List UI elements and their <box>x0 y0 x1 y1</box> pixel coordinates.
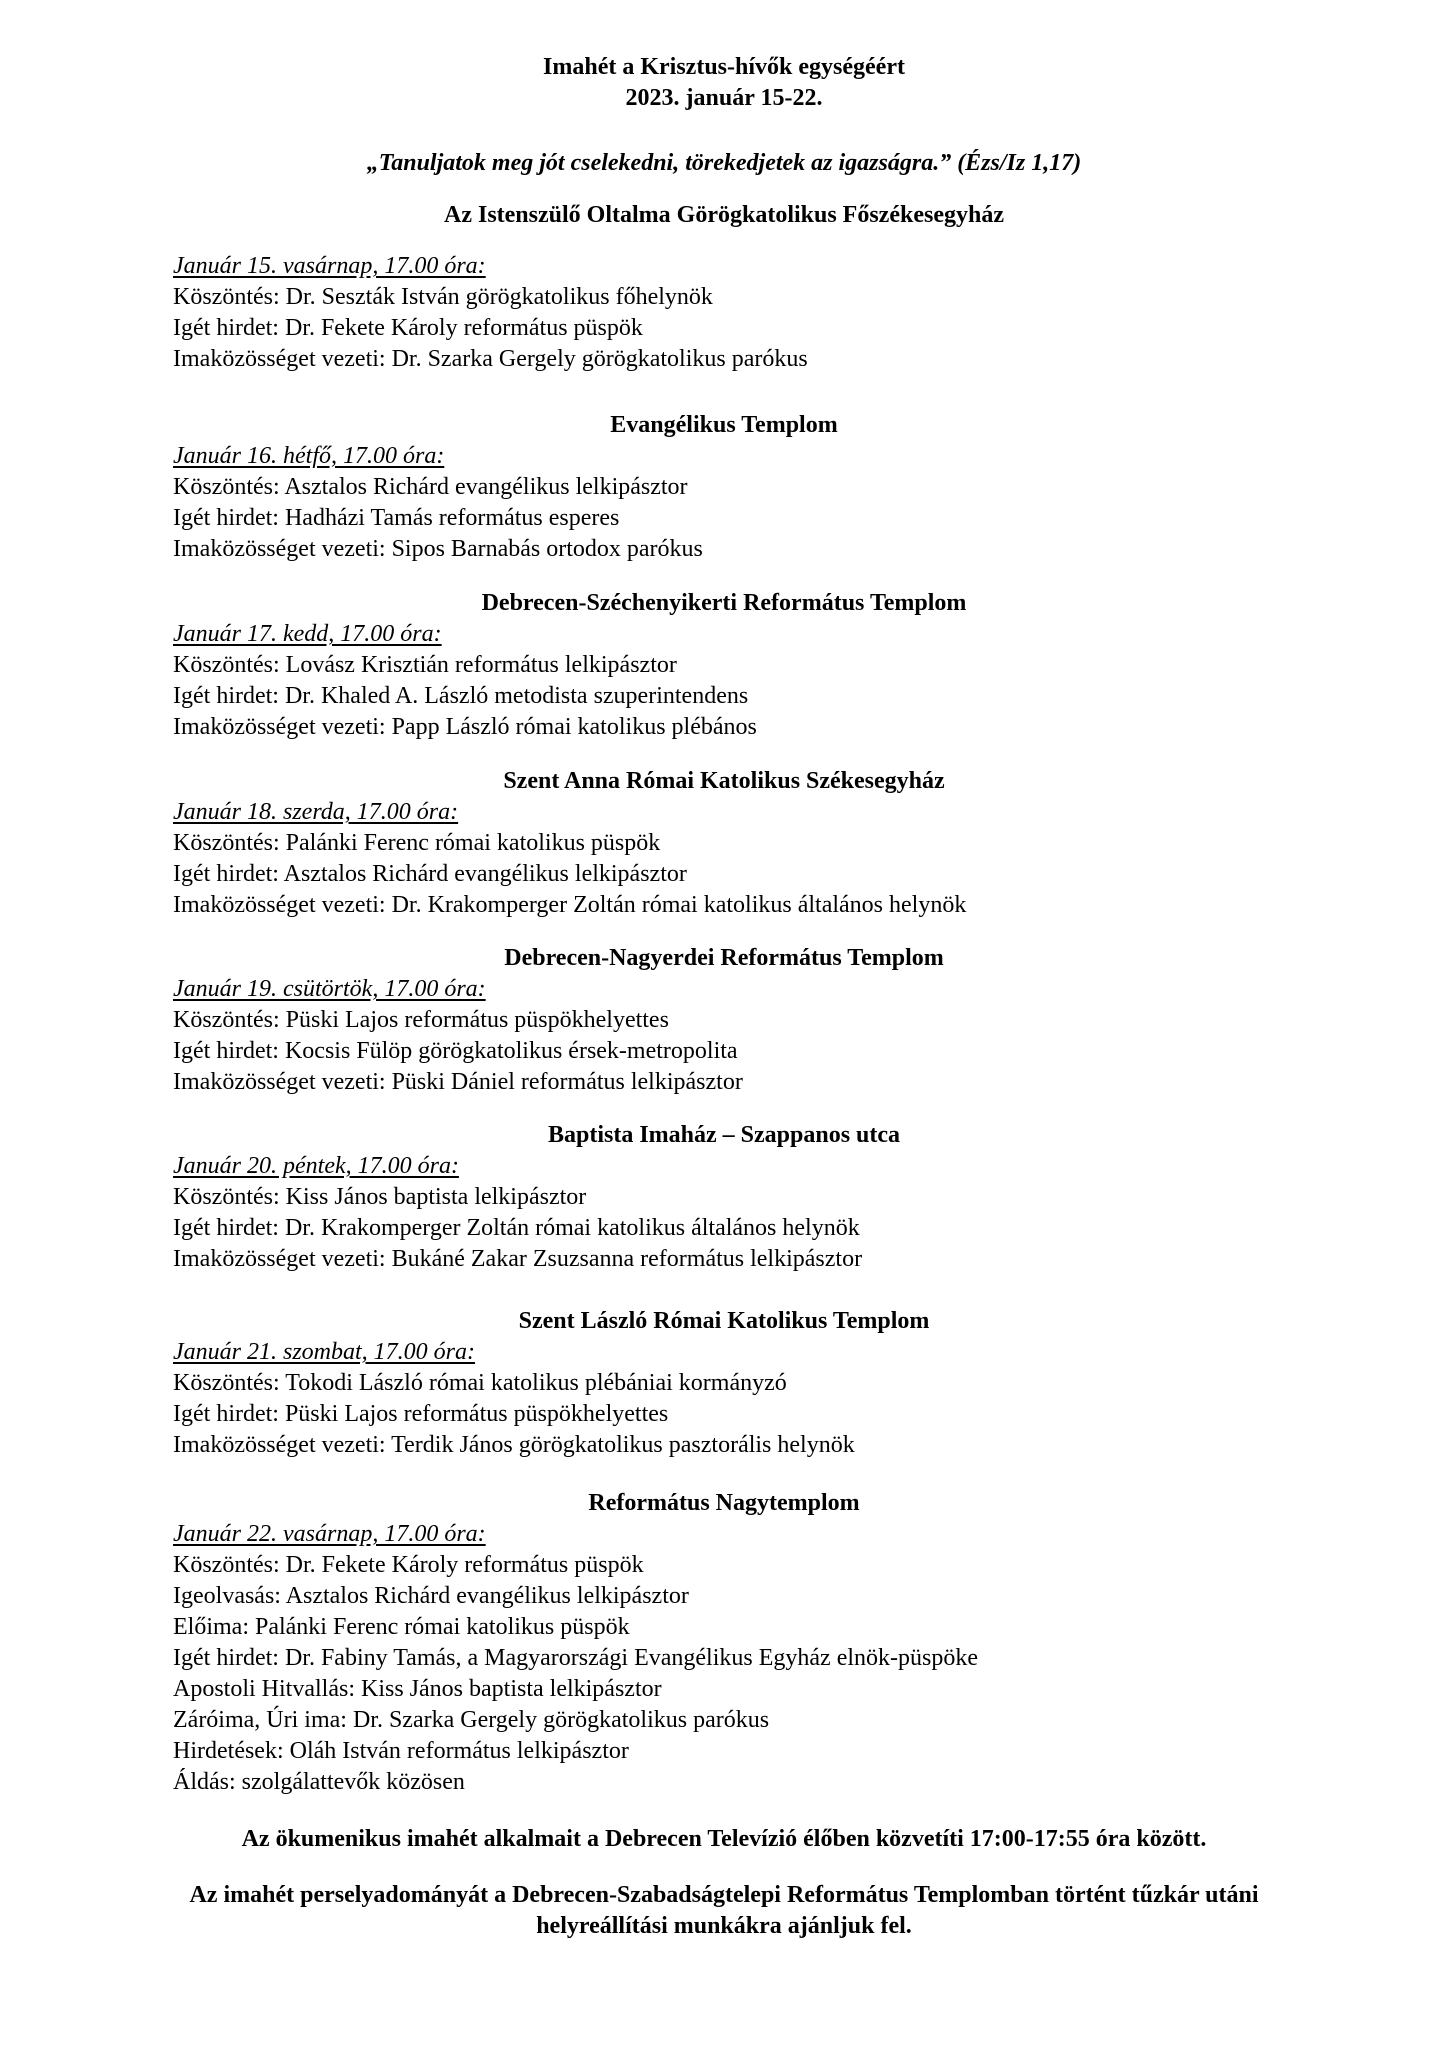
schedule-section <box>173 410 1273 565</box>
church-name: Szent László Római Katolikus Templom <box>518 1308 930 1334</box>
church-name: Az Istenszülő Oltalma Görögkatolikus Főszékesegyház <box>444 202 1004 228</box>
program-line: Igét hirdet: Kocsis Fülöp görögkatolikus érsek-metropolita <box>173 1038 738 1064</box>
document-title <box>0 52 1448 114</box>
schedule-section <box>173 200 1273 375</box>
program-line: Imaközösséget vezeti: Dr. Szarka Gergely görögkatolikus parókus <box>173 346 808 372</box>
event-date: Január 19. csütörtök, 17.00 óra: <box>173 976 486 1002</box>
church-name: Debrecen-Széchenyikerti Református Templom <box>481 590 967 616</box>
program-line: Igét hirdet: Dr. Khaled A. László metodista szuperintendens <box>173 683 749 709</box>
bible-quote: „Tanuljatok meg jót cselekedni, törekedjetek az igazságra.” (Ézs/Iz 1,17) <box>366 150 1082 176</box>
program-line: Köszöntés: Püski Lajos református püspökhelyettes <box>173 1007 669 1033</box>
event-date: Január 15. vasárnap, 17.00 óra: <box>173 253 486 279</box>
program-line: Imaközösséget vezeti: Papp László római katolikus plébános <box>173 714 757 740</box>
program-line: Imaközösséget vezeti: Terdik János görögkatolikus pasztorális helynök <box>173 1432 855 1458</box>
schedule-section <box>173 1488 1273 1798</box>
program-line: Záróima, Úri ima: Dr. Szarka Gergely görögkatolikus parókus <box>173 1707 770 1733</box>
schedule-section <box>173 766 1273 921</box>
program-line: Apostoli Hitvallás: Kiss János baptista lelkipásztor <box>173 1676 662 1702</box>
program-line: Előima: Palánki Ferenc római katolikus püspök <box>173 1614 630 1640</box>
church-name: Debrecen-Nagyerdei Református Templom <box>504 945 944 971</box>
program-line: Imaközösséget vezeti: Dr. Krakomperger Zoltán római katolikus általános helynök <box>173 892 967 918</box>
program-line: Köszöntés: Palánki Ferenc római katolikus püspök <box>173 830 661 856</box>
program-line: Köszöntés: Tokodi László római katolikus plébániai kormányzó <box>173 1370 787 1396</box>
title-line-1: Imahét a Krisztus-hívők egységéért <box>543 54 905 80</box>
event-date: Január 17. kedd, 17.00 óra: <box>173 621 442 647</box>
program-line: Igét hirdet: Püski Lajos református püspökhelyettes <box>173 1401 669 1427</box>
event-date: Január 21. szombat, 17.00 óra: <box>173 1339 476 1365</box>
program-line: Köszöntés: Asztalos Richárd evangélikus lelkipásztor <box>173 474 688 500</box>
church-name: Szent Anna Római Katolikus Székesegyház <box>503 768 945 794</box>
program-line: Igét hirdet: Dr. Fabiny Tamás, a Magyarországi Evangélikus Egyház elnök-püspöke <box>173 1645 978 1671</box>
church-name: Baptista Imaház – Szappanos utca <box>547 1122 901 1148</box>
program-line: Igét hirdet: Asztalos Richárd evangélikus lelkipásztor <box>173 861 687 887</box>
program-line: Köszöntés: Dr. Seszták István görögkatolikus főhelynök <box>173 284 713 310</box>
program-line: Igét hirdet: Dr. Krakomperger Zoltán római katolikus általános helynök <box>173 1215 860 1241</box>
program-line: Imaközösséget vezeti: Bukáné Zakar Zsuzsanna református lelkipásztor <box>173 1246 863 1272</box>
program-line: Hirdetések: Oláh István református lelkipásztor <box>173 1738 629 1764</box>
program-line: Köszöntés: Dr. Fekete Károly református püspök <box>173 1552 644 1578</box>
program-line: Igét hirdet: Dr. Fekete Károly református püspök <box>173 315 643 341</box>
program-line: Igét hirdet: Hadházi Tamás református esperes <box>173 505 620 531</box>
schedule-section <box>173 1306 1273 1461</box>
schedule-section <box>173 1120 1273 1275</box>
donation-note: Az imahét perselyadományát a Debrecen-Szabadságtelepi Református Templomban történt tűzkár utáni helyreállítási munkákra ajánljuk fel. <box>189 1882 1259 1939</box>
program-line: Imaközösséget vezeti: Püski Dániel református lelkipásztor <box>173 1069 743 1095</box>
event-date: Január 20. péntek, 17.00 óra: <box>173 1153 459 1179</box>
program-line: Imaközösséget vezeti: Sipos Barnabás ortodox parókus <box>173 536 703 562</box>
schedule-section <box>173 943 1273 1098</box>
title-line-2: 2023. január 15-22. <box>625 85 823 111</box>
church-name: Református Nagytemplom <box>588 1490 860 1516</box>
event-date: Január 16. hétfő, 17.00 óra: <box>173 443 445 469</box>
program-line: Áldás: szolgálattevők közösen <box>173 1769 465 1795</box>
church-name: Evangélikus Templom <box>610 412 838 438</box>
program-line: Köszöntés: Lovász Krisztián református lelkipásztor <box>173 652 677 678</box>
program-line: Igeolvasás: Asztalos Richárd evangélikus lelkipásztor <box>173 1583 689 1609</box>
broadcast-note: Az ökumenikus imahét alkalmait a Debrecen Televízió élőben közvetíti 17:00-17:55 óra között. <box>241 1826 1207 1852</box>
event-date: Január 22. vasárnap, 17.00 óra: <box>173 1521 486 1547</box>
event-date: Január 18. szerda, 17.00 óra: <box>173 799 459 825</box>
schedule-section <box>173 588 1273 743</box>
program-line: Köszöntés: Kiss János baptista lelkipásztor <box>173 1184 587 1210</box>
